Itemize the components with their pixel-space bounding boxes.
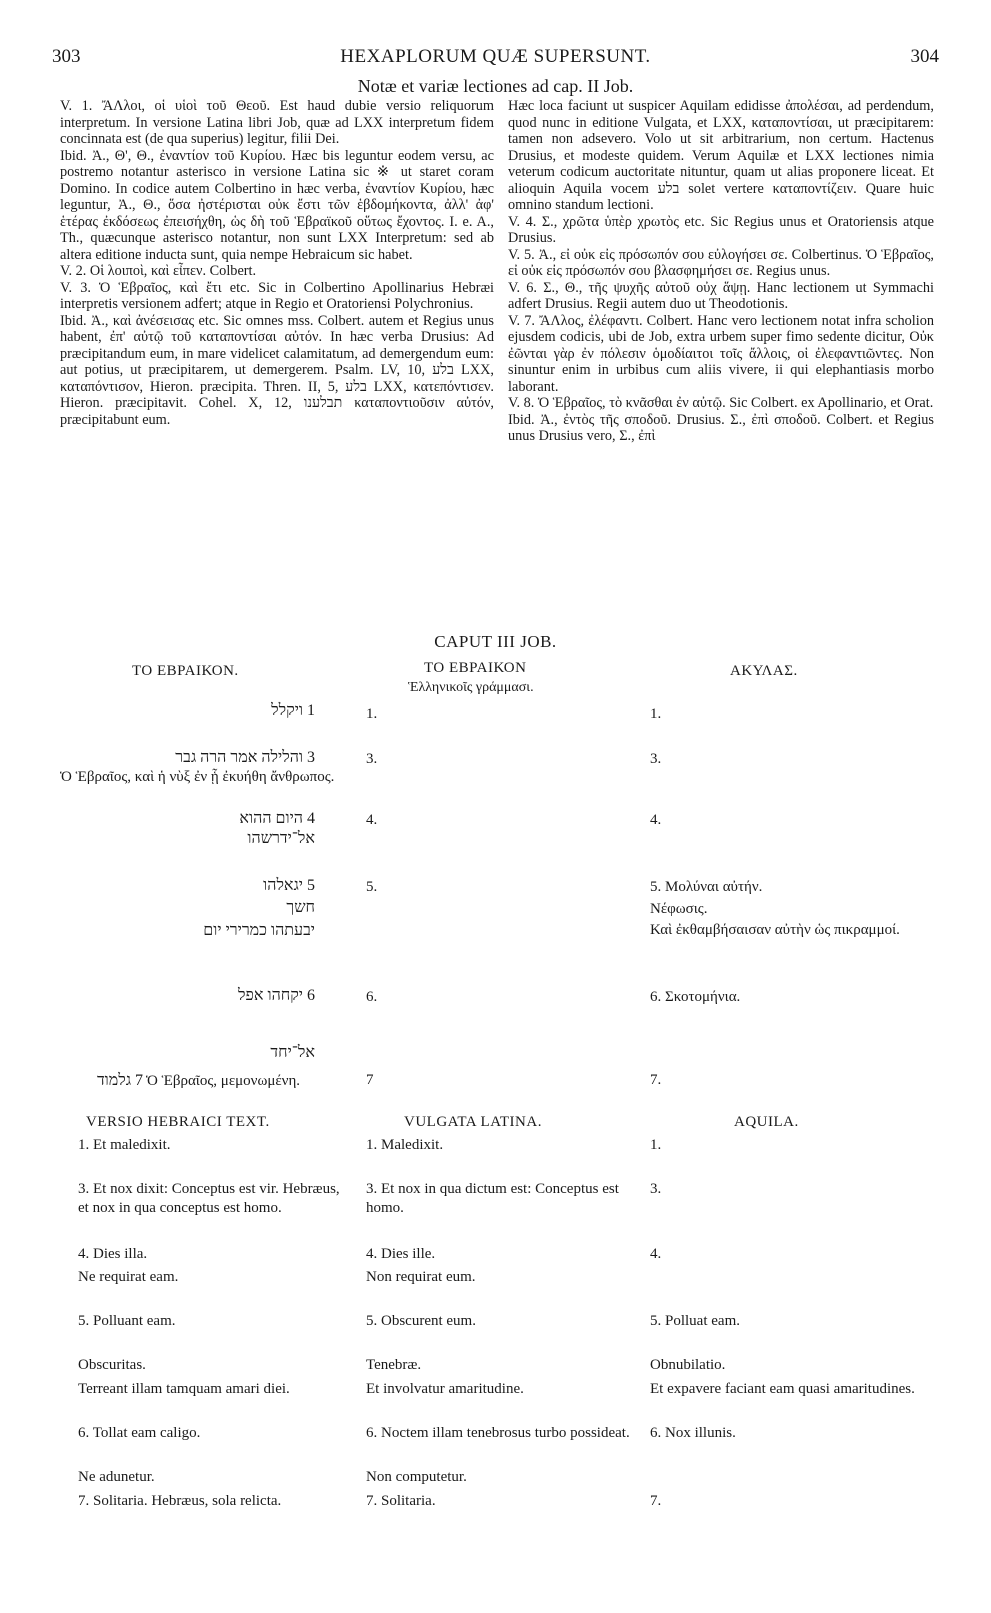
vulgata-cell: 7. Solitaria. xyxy=(366,1493,436,1509)
running-header xyxy=(52,40,939,70)
verse-number: 5. xyxy=(366,879,378,895)
verse-number: 6. xyxy=(366,989,378,1005)
note-paragraph: V. 7. ἌΛλος, ἐλέφαντι. Colbert. Hanc vero lectionem notat infra scholion ejusdem codicis, ubi de Job, extra urbem super fimo sedente dicitur, Οὐκ ἐῶνται γὰρ ἐν πόλεσιν ὁμοδίαιτοι τοῖς ἄλλοις, οἱ ἐλεφαντιῶντες. Non sinuntur enim in urbibus cum aliis vivere, ii qui elephantiasis morbo laborant. xyxy=(508,312,934,395)
versio-cell: Ne adunetur. xyxy=(78,1469,155,1485)
aquila-cell: 3. xyxy=(650,751,662,767)
vulgata-cell: Non requirat eum. xyxy=(366,1269,476,1285)
vulgata-cell: Non computetur. xyxy=(366,1469,467,1485)
aquila-cell: Νέφωσις. xyxy=(650,901,708,917)
notes-right-column xyxy=(508,98,934,445)
hebrew-note: Ὁ Ἑβραῖος, μεμονωμένη. xyxy=(146,1073,301,1089)
aquila-latin-cell: 6. Nox illunis. xyxy=(650,1425,736,1441)
versio-cell: 6. Tollat eam caligo. xyxy=(78,1425,201,1441)
note-paragraph: V. 1. ἌΛλοι, οἱ υἱοὶ τοῦ Θεοῦ. Est haud dubie versio reliquorum interpretum. In versione Latina libri Job, quæ ad LXX interpretum fidem concinnata est (de qua superius) legitur, filii Dei. xyxy=(60,98,494,147)
note-paragraph: Ibid. Ἀ., ἐντὸς τῆς σποδοῦ. Drusius. Σ., ἐπὶ σποδοῦ. Colbert. et Regius unus Drusius vero, Σ., ἐπὶ xyxy=(508,411,934,444)
note-paragraph: V. 2. Οἱ λοιποὶ, καὶ εἶπεν. Colbert. xyxy=(60,263,257,279)
hebrew-text: יבעתהו כמרירי יום xyxy=(203,922,315,939)
vulgata-cell: 1. Maledixit. xyxy=(366,1137,444,1153)
column-header-hebrew: ΤΟ ΕΒΡΑΙΚΟΝ. xyxy=(132,663,239,679)
hebrew-text: אל־ידרשהו xyxy=(247,830,315,847)
column-header-hebrew-greek: ΤΟ ΕΒΡΑΙΚΟΝ xyxy=(424,660,527,676)
column-header-aquila: ΑΚΥΛΑΣ. xyxy=(730,663,798,679)
hebrew-text: 4 היום ההוא xyxy=(239,810,315,827)
page-number-right: 304 xyxy=(910,46,939,67)
hebrew-text: חשך xyxy=(286,899,315,916)
vulgata-cell: 3. Et nox in qua dictum est: Conceptus est homo. xyxy=(366,1181,619,1216)
aquila-latin-cell: 4. xyxy=(650,1246,662,1262)
versio-cell: 5. Polluant eam. xyxy=(78,1313,176,1329)
verse-number: 4. xyxy=(366,812,378,828)
chapter-heading: CAPUT III JOB. xyxy=(434,632,557,651)
verse-number: 3. xyxy=(366,751,378,767)
section-subtitle: Notæ et variæ lectiones ad cap. II Job. xyxy=(357,76,634,96)
aquila-cell: 5. Μολύναι αὐτήν. xyxy=(650,879,763,895)
aquila-cell: 4. xyxy=(650,812,662,828)
aquila-cell: 6. Σκοτομήνια. xyxy=(650,989,741,1005)
aquila-latin-cell: Obnubilatio. xyxy=(650,1357,726,1373)
versio-cell: Obscuritas. xyxy=(78,1357,146,1373)
vulgata-cell: 6. Noctem illam tenebrosus turbo possideat. xyxy=(366,1425,630,1441)
aquila-latin-cell: Et expavere faciant eam quasi amaritudines. xyxy=(650,1381,915,1397)
hebrew-text: 3 והלילה אמר הרה גבר xyxy=(175,749,315,766)
note-paragraph: V. 8. Ὁ Ἑβραῖος, τὸ κνᾶσθαι ἐν αὐτῷ. Sic Colbert. ex Apollinario, et Orat. xyxy=(508,395,934,411)
note-paragraph: Hæc loca faciunt ut suspicer Aquilam edidisse ἀπολέσαι, ad perdendum, quod nunc in editione Vulgata, et LXX, καταποντίσαι, ut præcipitarem: tamen non adsevero. Volo ut sit arbitrarium, non certum. Hactenus Drusius, et modeste quidem. Verum Aquilæ et LXX lectiones nimia veterum codicum auctoritate nituntur, quam ut alias proponere liceat. Et alioquin Aquila vocem בלע solet vertere καταποντίζειν. Quare huic omnino standum lectioni. xyxy=(508,98,934,213)
verse-number: 7 xyxy=(366,1072,374,1088)
versio-cell: 4. Dies illa. xyxy=(78,1246,148,1262)
notes-left-column xyxy=(60,98,494,428)
vulgata-cell: 4. Dies ille. xyxy=(366,1246,436,1262)
note-paragraph: V. 5. Ἀ., εἰ οὐκ εἰς πρόσωπόν σου εὐλογήσει σε. Colbertinus. Ὁ Ἑβραῖος, εἰ οὐκ εἰς πρόσωπόν σου βλασφημήσει σε. Regius unus. xyxy=(508,246,934,279)
column-header-vulgata: VULGATA LATINA. xyxy=(404,1114,542,1130)
aquila-cell: 7. xyxy=(650,1072,662,1088)
hebrew-text: 1 ויקלל xyxy=(271,702,315,719)
hebrew-text: 7 גלמוד xyxy=(96,1072,143,1089)
note-paragraph: V. 4. Σ., χρῶτα ὑπὲρ χρωτὸς etc. Sic Regius unus et Oratoriensis atque Drusius. xyxy=(508,213,934,246)
hebrew-text: אל־יחד xyxy=(270,1044,315,1061)
aquila-latin-cell: 1. xyxy=(650,1137,662,1153)
versio-cell: Terreant illam tamquam amari diei. xyxy=(78,1381,290,1397)
note-paragraph: Ibid. Ἀ., καὶ ἀνέσεισας etc. Sic omnes mss. Colbert. autem et Regius unus habent, ἐπ' αὐτῷ τοῦ καταποντίσαι αὐτόν. In hæc verba Drusius: Ad præcipitandum eum, in mare videlicet calamitatum, ad demergendum eum: aut potius, ut præcipitarem, ut demergerem. Psalm. LV, 10, בלע LXX, καταπόντισον, Hieron. præcipita. Thren. II, 5, בלע LXX, κατεπόντισεν. Hieron. præcipitavit. Cohel. X, 12, תבלענו καταποντιοῦσιν αὐτόν, præcipitabunt eum. xyxy=(60,312,495,428)
aquila-latin-cell: 3. xyxy=(650,1181,662,1197)
hebrew-note: Ὁ Ἑβραῖος, καὶ ἡ νὺξ ἐν ᾗ ἐκυήθη ἄνθρωπος. xyxy=(60,769,335,785)
aquila-cell: 1. xyxy=(650,706,662,722)
column-subheader: Ἑλληνικοῖς γράμμασι. xyxy=(408,680,534,695)
versio-cell: 1. Et maledixit. xyxy=(78,1137,171,1153)
versio-cell: 7. Solitaria. Hebræus, sola relicta. xyxy=(78,1493,282,1509)
running-title: HEXAPLORUM QUÆ SUPERSUNT. xyxy=(340,46,651,67)
page-number-left: 303 xyxy=(52,46,81,67)
aquila-latin-cell: 7. xyxy=(650,1493,662,1509)
note-paragraph: V. 3. Ὁ Ἑβραῖος, καὶ ἔτι etc. Sic in Colbertino Apollinarius Hebræi interpretis versionem adfert; atque in Regio et Oratoriensi Polychronius. xyxy=(60,279,494,312)
aquila-cell: Καὶ ἐκθαμβήσαισαν αὐτὴν ὡς πικραμμοί. xyxy=(650,922,900,938)
vulgata-cell: Tenebræ. xyxy=(366,1357,422,1373)
vulgata-cell: 5. Obscurent eum. xyxy=(366,1313,476,1329)
column-header-aquila-latin: AQUILA. xyxy=(734,1114,799,1130)
versio-cell: Ne requirat eam. xyxy=(78,1269,179,1285)
versio-cell: 3. Et nox dixit: Conceptus est vir. Hebræus, et nox in qua conceptus est homo. xyxy=(78,1181,340,1216)
hebrew-text: 5 יגאלהו xyxy=(263,877,315,894)
vulgata-cell: Et involvatur amaritudine. xyxy=(366,1381,524,1397)
note-paragraph: V. 6. Σ., Θ., τῆς ψυχῆς αὐτοῦ οὐχ ἅψῃ. Hanc lectionem ut Symmachi adfert Drusius. Regii autem duo ut Theodotionis. xyxy=(508,279,934,312)
verse-number: 1. xyxy=(366,706,378,722)
note-paragraph: Ibid. Ἀ., Θ', Θ., ἐναντίον τοῦ Κυρίου. Hæc bis leguntur eodem versu, ac postremo notantur asterisco in versione Latina sic ※ ut staret coram Domino. In codice autem Colbertino in hæc verba, ἐναντίον Κυρίου, hæc leguntur, Ἀ., Θ., ὅσα ἠστέρισται οὐκ ἔστι τῶν ἑβδομήκοντα, ἀλλ' ἀφ' ἑτέρας ἐκδόσεως ἐπεισήχθη, ὡς δὴ τοῦ Ἑβραϊκοῦ οὕτως ἔχοντος. I. e. A., Th., quæcunque asterisco notantur, non sunt LXX Interpretum: sed ab altera editione inducta sunt, quia nempe Hebraicum sic habet. xyxy=(60,147,494,263)
column-header-versio: VERSIO HEBRAICI TEXT. xyxy=(86,1114,270,1130)
hebrew-text: 6 יקחהו אפל xyxy=(238,987,315,1004)
aquila-latin-cell: 5. Polluat eam. xyxy=(650,1313,740,1329)
